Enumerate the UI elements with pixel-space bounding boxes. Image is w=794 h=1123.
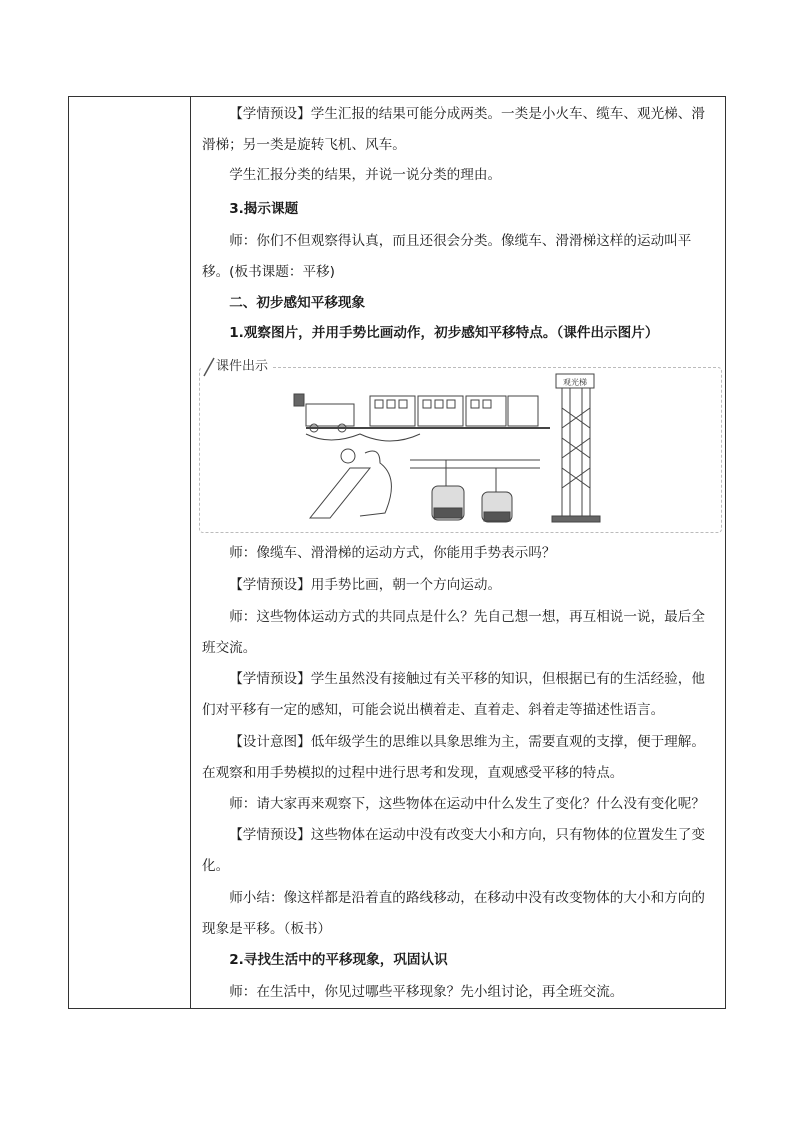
slide-icon (310, 449, 391, 518)
paragraph-10: 【学情预设】学生虽然没有接触过有关平移的知识，但根据已有的生活经验，他们对平移有一定的感知，可能会说出横着走、直着走、斜着走等描述性语言。 (202, 671, 705, 718)
paragraph-4: 师：你们不但观察得认真，而且还很会分类。像缆车、滑滑梯这样的运动叫平移。(板书课题：平移) (202, 233, 692, 280)
cable-car-icon (410, 460, 540, 522)
tower-icon (552, 374, 600, 522)
paragraph-2: 学生汇报分类的结果，并说一说分类的理由。 (229, 167, 502, 183)
courseware-figure (199, 359, 722, 533)
paragraph-12: 师：请大家再来观察下，这些物体在运动中什么发生了变化？什么没有变化呢？ (229, 796, 705, 812)
paragraph-8: 【学情预设】用手势比画，朝一个方向运动。 (229, 577, 502, 593)
sub-heading-1: 1.观察图片，并用手势比画动作，初步感知平移特点。（课件出示图片） (229, 325, 659, 341)
paragraph-7: 师：像缆车、滑滑梯的运动方式，你能用手势表示吗？ (229, 545, 556, 561)
paragraph-13: 【学情预设】这些物体在运动中没有改变大小和方向，只有物体的位置发生了变化。 (202, 827, 705, 874)
paragraph-16: 师：在生活中，你见过哪些平移现象？先小组讨论，再全班交流。 (229, 984, 624, 1000)
sub-heading-2: 2.寻找生活中的平移现象，巩固认识 (229, 952, 448, 968)
figure-label: 课件出示 (202, 356, 272, 378)
paragraph-1: 【学情预设】学生汇报的结果可能分成两类。一类是小火车、缆车、观光梯、滑滑梯；另一类是旋转飞机、风车。 (202, 106, 705, 153)
paragraph-9: 师：这些物体运动方式的共同点是什么？先自己想一想，再互相说一说，最后全班交流。 (202, 609, 705, 656)
section-heading-3: 3.揭示课题 (229, 201, 299, 217)
paragraph-14: 师小结：像这样都是沿着直的路线移动，在移动中没有改变物体的大小和方向的现象是平移。（板书） (202, 890, 705, 937)
svg-text:观光梯: 观光梯 (563, 378, 587, 387)
column-divider (190, 97, 191, 1008)
illustration (200, 368, 723, 534)
section-heading-2: 二、初步感知平移现象 (229, 295, 366, 311)
train-icon (294, 394, 550, 441)
paragraph-11: 【设计意图】低年级学生的思维以具象思维为主，需要直观的支撑，便于理解。在观察和用手势模拟的过程中进行思考和发现，直观感受平移的特点。 (202, 734, 705, 781)
